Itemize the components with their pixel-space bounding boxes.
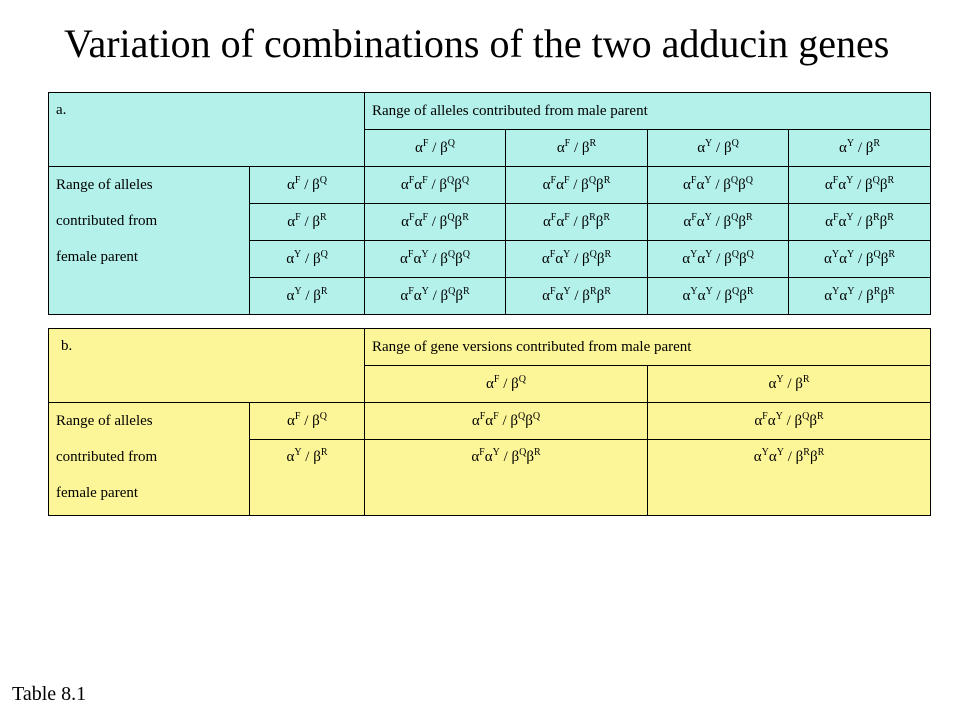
table-a-cell: $\alpha^F\alpha^Y / \beta^Q\beta^R$ [789,167,931,204]
female-header-line: contributed from [56,449,158,465]
table-a-female-header [49,167,250,315]
allele-combinations-table-a [48,92,931,315]
table-a-row-header: $\alpha^F / \beta^R$ [250,204,365,241]
table-a-cell: $\alpha^Y\alpha^Y / \beta^Q\beta^R$ [648,278,789,315]
table-number: Table 8.1 [12,683,87,705]
table-a-row-header: $\alpha^Y / \beta^R$ [250,278,365,315]
table-a-cell: $\alpha^F\alpha^Y / \beta^Q\beta^R$ [506,241,648,278]
table-b-cell: $\alpha^F\alpha^Y / \beta^Q\beta^R$ [648,403,931,440]
table-a-cell: $\alpha^F\alpha^Y / \beta^Q\beta^Q$ [648,167,789,204]
table-b-female-header [49,403,250,516]
table-a-col-header: $\alpha^F / \beta^R$ [506,130,648,167]
table-a-cell: $\alpha^Y\alpha^Y / \beta^Q\beta^R$ [789,241,931,278]
table-a-cell: $\alpha^F\alpha^F / \beta^Q\beta^R$ [365,204,506,241]
page-title: Variation of combinations of the two adducin genes [64,21,890,66]
table-a-cell: $\alpha^F\alpha^Y / \beta^R\beta^R$ [789,204,931,241]
table-b-row-header: $\alpha^F / \beta^Q$ [250,403,365,440]
table-a-col-header: $\alpha^Y / \beta^R$ [789,130,931,167]
table-a-col-header: $\alpha^Y / \beta^Q$ [648,130,789,167]
female-header-line: Range of alleles [56,177,153,193]
table-a-cell: $\alpha^F\alpha^F / \beta^Q\beta^R$ [506,167,648,204]
allele-combinations-table-b [48,328,931,516]
table-b-cell: $\alpha^F\alpha^Y / \beta^Q\beta^R$ [365,440,648,516]
table-a-cell: $\alpha^F\alpha^Y / \beta^R\beta^R$ [506,278,648,315]
table-a-cell: $\alpha^F\alpha^Y / \beta^Q\beta^R$ [648,204,789,241]
female-header-line: female parent [56,249,139,265]
female-header-line: contributed from [56,213,158,229]
table-a-male-header: Range of alleles contributed from male parent [365,93,931,130]
table-b-cell: $\alpha^Y\alpha^Y / \beta^R\beta^R$ [648,440,931,516]
table-a-cell: $\alpha^F\alpha^Y / \beta^Q\beta^R$ [365,278,506,315]
female-header-line: female parent [56,485,139,501]
table-a-cell: $\alpha^Y\alpha^Y / \beta^R\beta^R$ [789,278,931,315]
table-a-row-header: $\alpha^Y / \beta^Q$ [250,241,365,278]
table-b-male-header: Range of gene versions contributed from male parent [365,329,931,366]
female-header-line: Range of alleles [56,413,153,429]
table-a-cell: $\alpha^F\alpha^F / \beta^R\beta^R$ [506,204,648,241]
table-b-label: b. [49,329,365,403]
table-b-cell: $\alpha^F\alpha^F / \beta^Q\beta^Q$ [365,403,648,440]
table-a-cell: $\alpha^Y\alpha^Y / \beta^Q\beta^Q$ [648,241,789,278]
table-a-row-header: $\alpha^F / \beta^Q$ [250,167,365,204]
table-a-col-header: $\alpha^F / \beta^Q$ [365,130,506,167]
table-b-col-header: $\alpha^F / \beta^Q$ [365,366,648,403]
table-a-cell: $\alpha^F\alpha^Y / \beta^Q\beta^Q$ [365,241,506,278]
table-b-row-header: $\alpha^Y / \beta^R$ [250,440,365,516]
table-a-cell: $\alpha^F\alpha^F / \beta^Q\beta^Q$ [365,167,506,204]
table-a-label: a. [49,93,365,167]
table-b-col-header: $\alpha^Y / \beta^R$ [648,366,931,403]
